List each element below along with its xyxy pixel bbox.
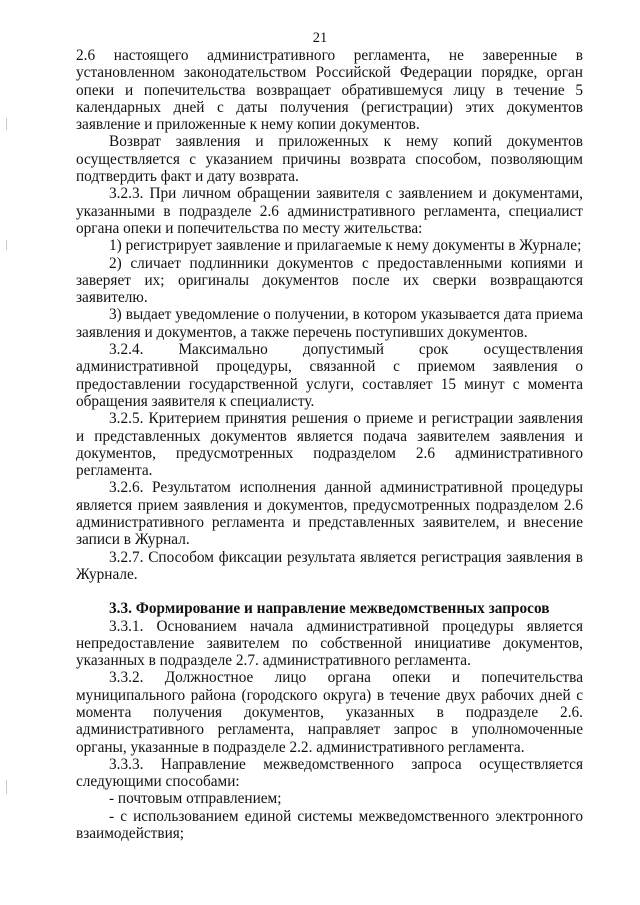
paragraph: Возврат заявления и приложенных к нему копий документов осуществляется с указанием причины возврата способом, позволяющим подтвердить факт и дату возврата. (76, 133, 583, 186)
paragraph: 3.2.3. При личном обращении заявителя с заявлением и документами, указанными в подразделе 2.6 административного регламента, специалист органа опеки и попечительства по месту жительства: (76, 185, 583, 237)
list-item: 2) сличает подлинники документов с предоставленными копиями и заверяет их; оригиналы документов после их сверки возвращаются заявителю. (76, 254, 583, 307)
scan-margin-mark (6, 240, 7, 250)
list-item: 3) выдает уведомление о получении, в котором указывается дата приема заявления и документов, а также перечень поступивших документов. (76, 306, 583, 341)
document-body (76, 47, 583, 842)
list-item: 1) регистрирует заявление и прилагаемые к нему документы в Журнале; (109, 237, 582, 255)
paragraph: 3.2.7. Способом фиксации результата является регистрация заявления в Журнале. (76, 548, 583, 583)
paragraph: 3.2.6. Результатом исполнения данной административной процедуры является прием заявления и документов, предусмотренных подразделом 2.6 административного регламента и представленных заявителем, и внесение записи в Журнал. (76, 479, 583, 549)
list-item: - с использованием единой системы межведомственного электронного взаимодействия; (76, 807, 583, 843)
paragraph: 3.3.1. Основанием начала административной процедуры является непредоставление заявителем по собственной инициативе документов, указанных в подразделе 2.7. административного регламента. (76, 617, 583, 670)
page-number: 21 (312, 30, 328, 46)
list-item: - почтовым отправлением; (109, 790, 282, 808)
scan-margin-mark (6, 118, 7, 130)
paragraph: 2.6 настоящего административного регламента, не заверенные в установленном законодательством Российской Федерации порядке, орган опеки и попечительства возвращает обратившемуся лицу в течение 5 календарных дней с даты получения (регистрации) этих документов заявление и приложенные к нему копии документов. (76, 47, 583, 134)
paragraph: 3.3.2. Должностное лицо органа опеки и попечительства муниципального района (городского округа) в течение двух рабочих дней с момента получения документов, указанных в подразделе 2.6. административного регламента, направляет запрос в уполномоченные органы, указанные в подразделе 2.2. административного регламента. (76, 669, 583, 756)
paragraph: 3.2.4. Максимально допустимый срок осуществления административной процедуры, связанной с приемом заявления о предоставлении государственной услуги, составляет 15 минут с момента обращения заявителя к специалисту. (76, 341, 583, 410)
paragraph: 3.3.3. Направление межведомственного запроса осуществляется следующими способами: (76, 755, 583, 791)
scan-margin-mark (6, 780, 7, 794)
paragraph: 3.2.5. Критерием принятия решения о приеме и регистрации заявления и представленных документов является подача заявителем заявления и документов, предусмотренных подразделом 2.6 административного регламента. (76, 410, 583, 480)
section-heading: 3.3. Формирование и направление межведомственных запросов (109, 600, 550, 618)
